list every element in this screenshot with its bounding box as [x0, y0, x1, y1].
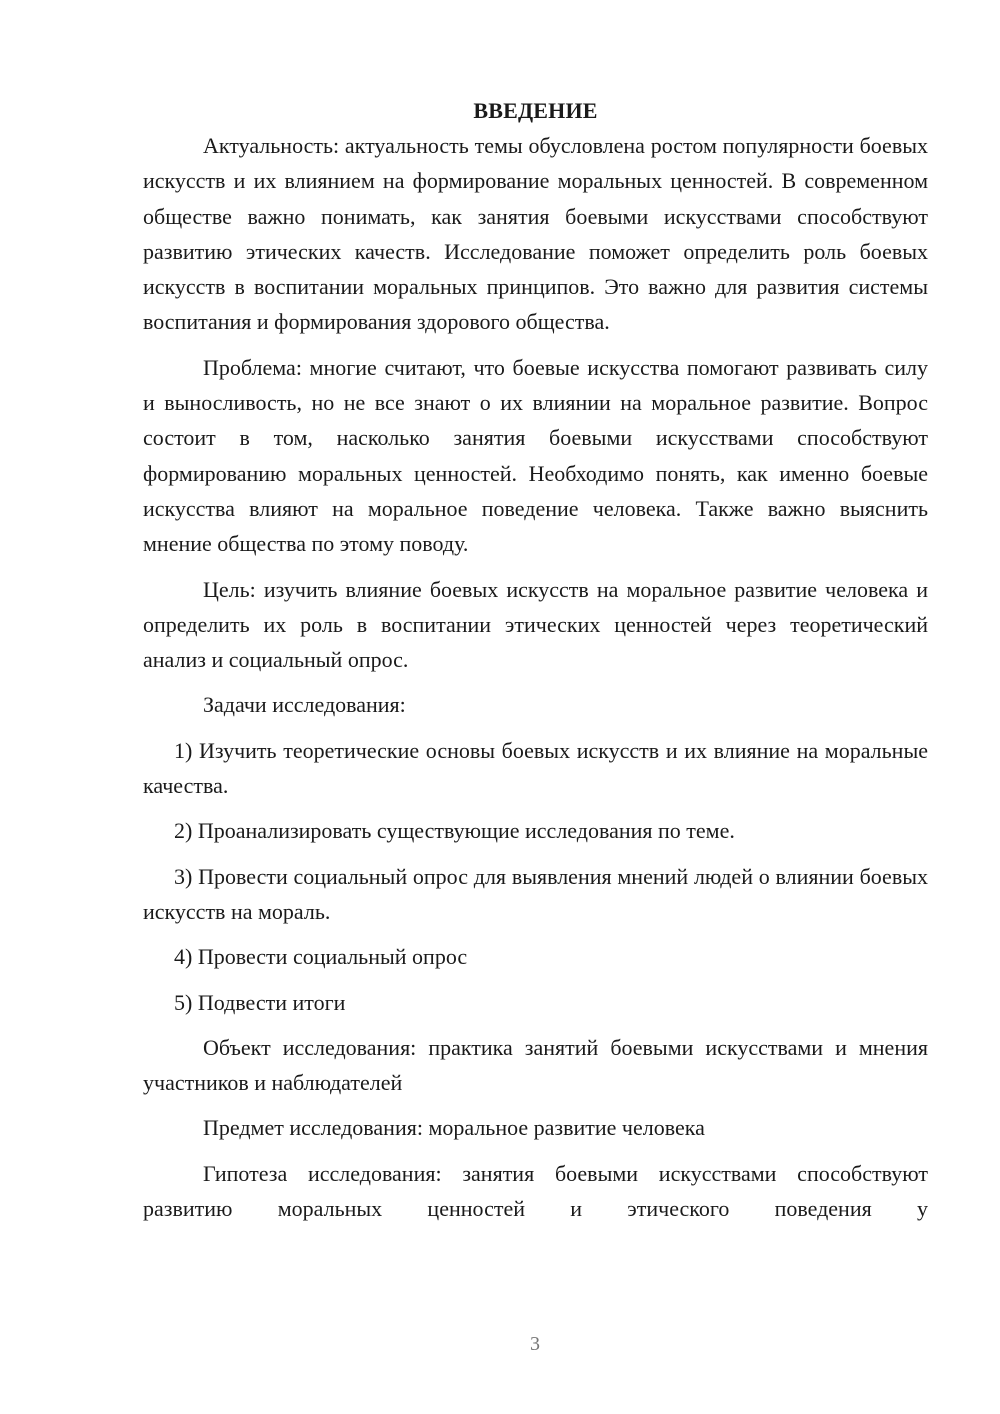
task-item-5: 5) Подвести итоги — [174, 989, 346, 1015]
task-item-3: 3) Провести социальный опрос для выявления мнений людей о влиянии боевых искусств на мораль. — [143, 863, 928, 924]
document-page — [143, 93, 928, 1236]
paragraph-object: Объект исследования: практика занятий боевыми искусствами и мнения участников и наблюдателей — [143, 1034, 928, 1096]
task-item-1: 1) Изучить теоретические основы боевых искусств и их влияние на моральные качества. — [143, 737, 928, 799]
paragraph-relevance: Актуальность: актуальность темы обусловлена ростом популярности боевых искусств и их влиянием на формирование моральных ценностей. В современном обществе важно понимать, как занятия боевыми искусствами способствуют развитию этических качеств. Исследование поможет определить роль боевых искусств в воспитании моральных принципов. Это важно для развития системы воспитания и формирования здорового общества. — [143, 133, 928, 335]
paragraph-problem: Проблема: многие считают, что боевые искусства помогают развивать силу и выносливость, но не все знают о их влиянии на моральное развитие. Вопрос состоит в том, насколько занятия боевыми искусствами способствуют формированию моральных ценностей. Необходимо понять, как именно боевые искусства влияют на моральное поведение человека. Также важно выяснить мнение общества по этому поводу. — [143, 354, 928, 557]
task-item-4: 4) Провести социальный опрос — [174, 944, 468, 970]
paragraph-goal: Цель: изучить влияние боевых искусств на моральное развитие человека и определить их роль в воспитании этических ценностей через теоретический анализ и социальный опрос. — [143, 576, 928, 673]
paragraph-hypothesis: Гипотеза исследования: занятия боевыми искусствами способствуют развитию моральных ценностей и этического поведения у — [143, 1160, 928, 1222]
page-number: 3 — [530, 1333, 540, 1355]
paragraph-tasks-heading: Задачи исследования: — [203, 692, 406, 718]
task-item-2: 2) Проанализировать существующие исследования по теме. — [174, 818, 735, 844]
paragraph-subject: Предмет исследования: моральное развитие человека — [203, 1115, 705, 1141]
section-title: ВВЕДЕНИЕ — [473, 98, 598, 123]
